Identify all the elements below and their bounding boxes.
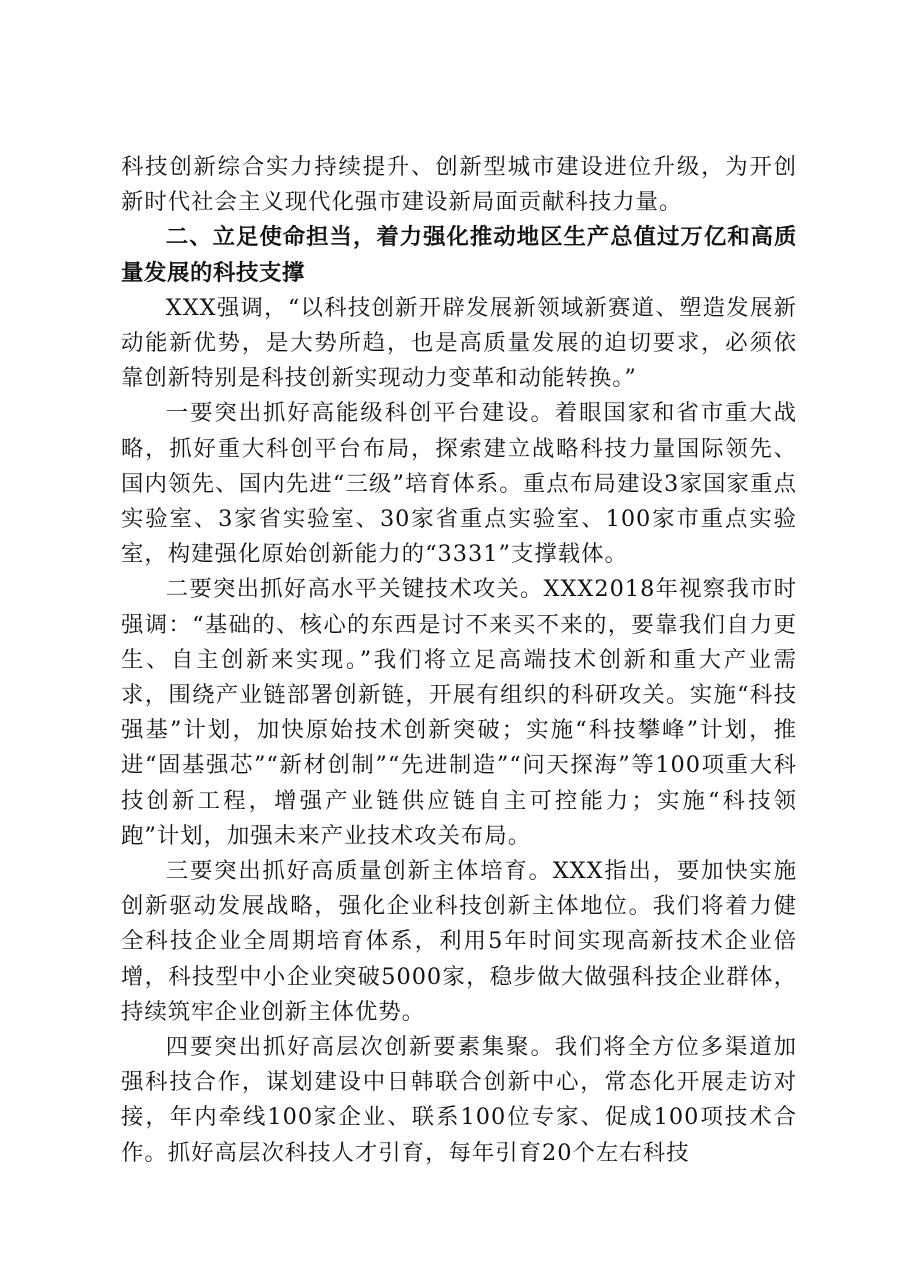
paragraph-continuation: 科技创新综合实力持续提升、创新型城市建设进位升级，为开创新时代社会主义现代化强市建设新局面贡献科技力量。 <box>121 154 797 216</box>
paragraph-point-three: 三要突出抓好高质量创新主体培育。XXX指出，要加快实施创新驱动发展战略，强化企业科技创新主体地位。我们将着力健全科技企业全周期培育体系，利用5年时间实现高新技术企业倍增，科技型中小企业突破5000家，稳步做大做强科技企业群体，持续筑牢企业创新主体优势。 <box>121 858 797 1025</box>
paragraph-point-one: 一要突出抓好高能级科创平台建设。着眼国家和省市重大战略，抓好重大科创平台布局，探索建立战略科技力量国际领先、国内领先、国内先进“三级”培育体系。重点布局建设3家国家重点实验室、3家省实验室、30家省重点实验室、100家市重点实验室，构建强化原始创新能力的“3331”支撑载体。 <box>121 400 797 568</box>
section-heading: 二、立足使命担当，着力强化推动地区生产总值过万亿和高质量发展的科技支撑 <box>121 224 797 286</box>
paragraph-point-four: 四要突出抓好高层次创新要素集聚。我们将全方位多渠道加强科技合作，谋划建设中日韩联合创新中心，常态化开展走访对接，年内牵线100家企业、联系100位专家、促成100项技术合作。抓好高层次科技人才引育，每年引育20个左右科技 <box>121 1034 797 1166</box>
paragraph-quote: XXX强调，“以科技创新开辟发展新领域新赛道、塑造发展新动能新优势，是大势所趋，也是高质量发展的迫切要求，必须依靠创新特别是科技创新实现动力变革和动能转换。” <box>121 294 797 392</box>
paragraph-point-two: 二要突出抓好高水平关键技术攻关。XXX2018年视察我市时强调：“基础的、核心的东西是讨不来买不来的，要靠我们自力更生、自主创新来实现。”我们将立足高端技术创新和重大产业需求，围绕产业链部署创新链，开展有组织的科研攻关。实施“科技强基”计划，加快原始技术创新突破；实施“科技攀峰”计划，推进“固基强芯”“新材创制”“先进制造”“问天探海”等100项重大科技创新工程，增强产业链供应链自主可控能力；实施“科技领跑”计划，加强未来产业技术攻关布局。 <box>121 576 797 849</box>
document-body <box>121 150 797 1171</box>
